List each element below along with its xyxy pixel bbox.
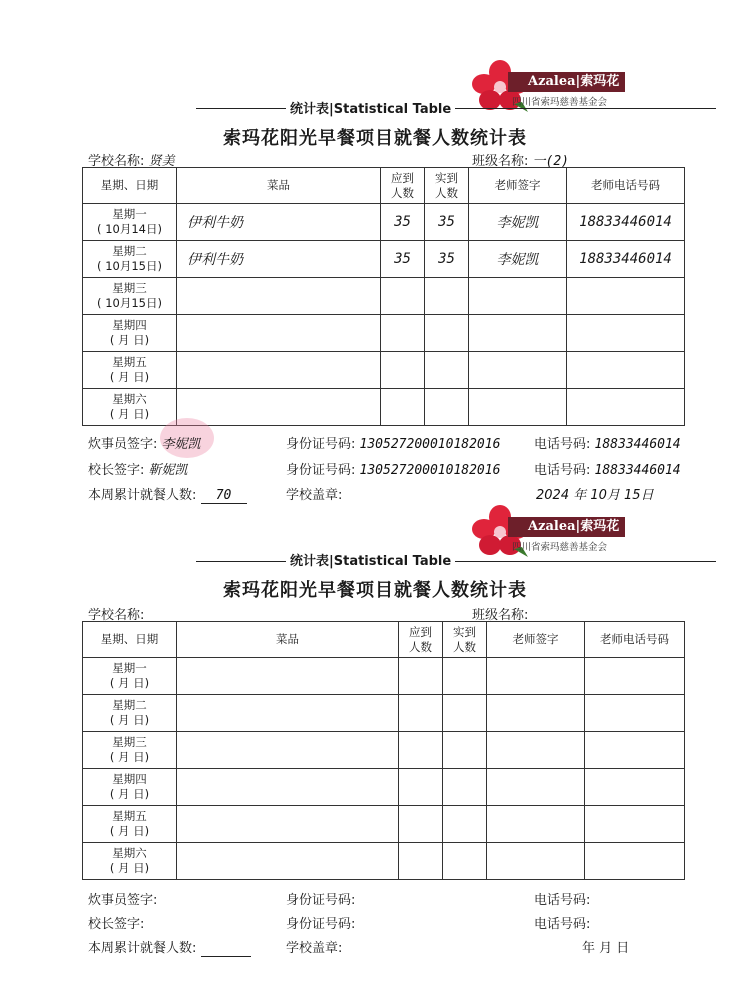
teacher-phone-cell (585, 658, 685, 695)
form-date: 年 月 日 (582, 941, 630, 956)
weekday: 星期一 (112, 207, 147, 221)
principal-id-row (286, 459, 500, 478)
expected-cell (399, 843, 443, 880)
form-title: 索玛花阳光早餐项目就餐人数统计表 (223, 128, 527, 149)
day-cell (83, 769, 177, 806)
date: ( 月 日) (109, 713, 150, 727)
day-cell (83, 315, 177, 352)
weekday: 星期二 (112, 244, 147, 258)
logo-foundation-text: 四川省索玛慈善基金会 (512, 542, 608, 553)
cook-id-label: 身份证号码: (286, 437, 356, 452)
dish-cell (177, 732, 399, 769)
weekday: 星期二 (112, 698, 147, 712)
expected-cell (381, 315, 425, 352)
principal-id-value: 130527200010182016 (359, 463, 501, 478)
cook-phone-value: 18833446014 (594, 437, 681, 452)
table-row (83, 732, 685, 769)
weekly-total-label: 本周累计就餐人数: (88, 941, 197, 956)
actual-cell (425, 389, 469, 426)
teacher-sign-cell (469, 352, 567, 389)
logo-brand-text: Azalea|索玛花 (508, 72, 625, 92)
actual-cell: 35 (425, 204, 469, 241)
table-row (83, 658, 685, 695)
class-value: 一(2) (532, 154, 570, 169)
cook-sign-label: 炊事员签字: (88, 437, 158, 452)
table-row (83, 241, 685, 278)
day-cell (83, 695, 177, 732)
day-cell (83, 732, 177, 769)
teacher-sign-cell: 李妮凯 (469, 241, 567, 278)
col-actual: 实到 人数 (443, 622, 487, 658)
teacher-sign-cell (487, 806, 585, 843)
expected-cell (399, 732, 443, 769)
dish-cell: 伊利牛奶 (177, 204, 381, 241)
date: ( 月 日) (109, 750, 150, 764)
weekday: 星期五 (112, 355, 147, 369)
weekday: 星期六 (112, 846, 147, 860)
header-tag: 统计表|Statistical Table (286, 550, 455, 569)
actual-cell (425, 315, 469, 352)
dish-cell (177, 315, 381, 352)
col-teacher-phone: 老师电话号码 (567, 168, 685, 204)
date: ( 10月14日) (97, 222, 162, 236)
expected-cell: 35 (381, 241, 425, 278)
teacher-sign-cell (487, 769, 585, 806)
date: ( 月 日) (109, 676, 150, 690)
principal-sign-label: 校长签字: (88, 463, 145, 478)
teacher-sign-cell (487, 658, 585, 695)
logo-brand-text: Azalea|索玛花 (508, 517, 625, 537)
class-label: 班级名称: (472, 608, 529, 623)
col-weekday-date: 星期、日期 (83, 622, 177, 658)
day-cell (83, 389, 177, 426)
header-rule (196, 561, 716, 562)
dish-cell (177, 352, 381, 389)
cook-phone-label: 电话号码: (534, 893, 591, 908)
principal-id-label: 身份证号码: (286, 917, 356, 932)
header-rule (196, 108, 716, 109)
form-date: 2024 年 10月 15日 (536, 488, 654, 503)
dish-cell (177, 695, 399, 732)
day-cell (83, 278, 177, 315)
actual-cell: 35 (425, 241, 469, 278)
table-row (83, 352, 685, 389)
expected-cell (381, 278, 425, 315)
azalea-logo (470, 58, 640, 114)
weekly-total-row (88, 937, 251, 957)
weekly-total-value: 70 (201, 488, 247, 504)
day-cell (83, 658, 177, 695)
weekday: 星期五 (112, 809, 147, 823)
teacher-phone-cell: 18833446014 (567, 241, 685, 278)
date: ( 月 日) (109, 824, 150, 838)
expected-cell (399, 806, 443, 843)
date: ( 月 日) (109, 407, 150, 421)
col-weekday-date: 星期、日期 (83, 168, 177, 204)
actual-cell (443, 843, 487, 880)
table-row (83, 204, 685, 241)
date: ( 10月15日) (97, 296, 162, 310)
teacher-sign-cell: 李妮凯 (469, 204, 567, 241)
day-cell (83, 843, 177, 880)
col-teacher-sign: 老师签字 (487, 622, 585, 658)
table-row (83, 315, 685, 352)
actual-cell (443, 658, 487, 695)
school-seal-row (286, 484, 342, 503)
weekday: 星期四 (112, 772, 147, 786)
date: ( 10月15日) (97, 259, 162, 273)
teacher-phone-cell (585, 843, 685, 880)
dish-cell: 伊利牛奶 (177, 241, 381, 278)
teacher-sign-cell (469, 278, 567, 315)
col-expected: 应到 人数 (381, 168, 425, 204)
dish-cell (177, 843, 399, 880)
actual-cell (443, 806, 487, 843)
teacher-phone-cell: 18833446014 (567, 204, 685, 241)
principal-sign-value: 靳妮凯 (148, 463, 188, 478)
form-title: 索玛花阳光早餐项目就餐人数统计表 (223, 580, 527, 601)
teacher-phone-cell (567, 315, 685, 352)
cook-sign-label: 炊事员签字: (88, 893, 158, 908)
col-expected: 应到 人数 (399, 622, 443, 658)
cook-phone-label: 电话号码: (534, 437, 591, 452)
day-cell (83, 806, 177, 843)
principal-phone-row (534, 459, 681, 478)
attendance-table (82, 167, 685, 426)
table-row (83, 278, 685, 315)
expected-cell (399, 769, 443, 806)
teacher-phone-cell (585, 769, 685, 806)
school-value: 贤美 (148, 154, 175, 169)
attendance-table (82, 621, 685, 880)
teacher-sign-cell (487, 732, 585, 769)
header-tag: 统计表|Statistical Table (286, 98, 455, 117)
dish-cell (177, 658, 399, 695)
principal-phone-label: 电话号码: (534, 463, 591, 478)
col-teacher-phone: 老师电话号码 (585, 622, 685, 658)
azalea-logo (470, 503, 640, 559)
date: ( 月 日) (109, 861, 150, 875)
dish-cell (177, 769, 399, 806)
teacher-sign-cell (487, 695, 585, 732)
principal-phone-value: 18833446014 (594, 463, 681, 478)
actual-cell (443, 769, 487, 806)
cook-sign-value: 李妮凯 (161, 437, 201, 452)
principal-sign-label: 校长签字: (88, 917, 145, 932)
table-row (83, 806, 685, 843)
teacher-sign-cell (469, 315, 567, 352)
teacher-phone-cell (567, 278, 685, 315)
dish-cell (177, 278, 381, 315)
expected-cell (399, 695, 443, 732)
teacher-sign-cell (487, 843, 585, 880)
weekly-total-blank (201, 941, 251, 957)
dish-cell (177, 389, 381, 426)
col-teacher-sign: 老师签字 (469, 168, 567, 204)
teacher-sign-cell (469, 389, 567, 426)
day-cell (83, 204, 177, 241)
col-actual: 实到 人数 (425, 168, 469, 204)
col-dish: 菜品 (177, 622, 399, 658)
weekday: 星期一 (112, 661, 147, 675)
teacher-phone-cell (567, 389, 685, 426)
actual-cell (443, 695, 487, 732)
expected-cell (381, 389, 425, 426)
principal-phone-label: 电话号码: (534, 917, 591, 932)
day-cell (83, 241, 177, 278)
logo-foundation-text: 四川省索玛慈善基金会 (512, 97, 608, 108)
expected-cell: 35 (381, 204, 425, 241)
table-header-row (83, 168, 685, 204)
weekday: 星期三 (112, 735, 147, 749)
table-row (83, 695, 685, 732)
table-row (83, 843, 685, 880)
school-label: 学校名称: (88, 154, 145, 169)
date: ( 月 日) (109, 333, 150, 347)
cook-id-value: 130527200010182016 (359, 437, 501, 452)
date: ( 月 日) (109, 370, 150, 384)
weekday: 星期六 (112, 392, 147, 406)
teacher-phone-cell (567, 352, 685, 389)
dish-cell (177, 806, 399, 843)
principal-id-label: 身份证号码: (286, 463, 356, 478)
weekday: 星期三 (112, 281, 147, 295)
school-seal-label: 学校盖章: (286, 488, 343, 503)
cook-phone-row (534, 433, 681, 452)
col-dish: 菜品 (177, 168, 381, 204)
actual-cell (425, 278, 469, 315)
day-cell (83, 352, 177, 389)
date: ( 月 日) (109, 787, 150, 801)
weekday: 星期四 (112, 318, 147, 332)
table-row (83, 769, 685, 806)
school-label: 学校名称: (88, 608, 145, 623)
actual-cell (443, 732, 487, 769)
cook-sign-row (88, 433, 201, 452)
school-seal-label: 学校盖章: (286, 941, 343, 956)
class-label: 班级名称: (472, 154, 529, 169)
teacher-phone-cell (585, 695, 685, 732)
weekly-total-row (88, 484, 247, 504)
cook-id-label: 身份证号码: (286, 893, 356, 908)
teacher-phone-cell (585, 806, 685, 843)
principal-sign-row (88, 459, 188, 478)
weekly-total-label: 本周累计就餐人数: (88, 488, 197, 503)
expected-cell (399, 658, 443, 695)
teacher-phone-cell (585, 732, 685, 769)
expected-cell (381, 352, 425, 389)
actual-cell (425, 352, 469, 389)
cook-id-row (286, 433, 500, 452)
table-header-row (83, 622, 685, 658)
